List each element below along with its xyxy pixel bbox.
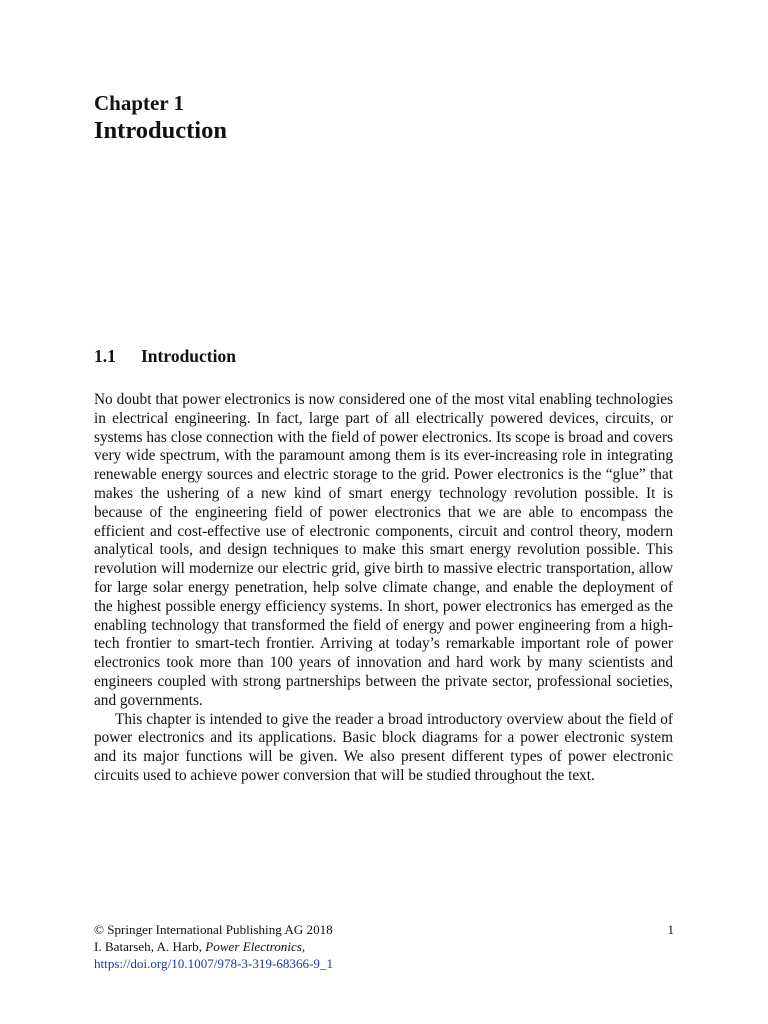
section-heading bbox=[94, 345, 236, 367]
body-text bbox=[94, 391, 673, 786]
citation-authors: I. Batarseh, A. Harb, bbox=[94, 939, 202, 954]
chapter-label: Chapter 1 bbox=[94, 91, 185, 115]
copyright-line: © Springer International Publishing AG 2018 bbox=[94, 922, 333, 937]
doi-link[interactable]: https://doi.org/10.1007/978-3-319-68366-9_1 bbox=[94, 956, 334, 971]
paragraph: No doubt that power electronics is now considered one of the most vital enabling technologies in electrical engineering. In fact, large part of all electrically powered devices, circuits, or systems has close connection with the field of power electronics. Its scope is broad and covers very wide spectrum, with the paramount among them is its ever-increasing role in integrating renewable energy sources and electric storage to the grid. Power electronics is the “glue” that makes the ushering of a new kind of smart energy technology revolution possible. It is because of the engineering field of power electronics that we are able to encompass the efficient and cost-effective use of electronic components, circuit and control theory, modern analytical tools, and design techniques to make this smart energy revolution possible. This revolution will modernize our electric grid, give birth to massive electric transportation, allow for large solar energy penetration, help solve climate change, and enable the deployment of the highest possible energy efficiency systems. In short, power electronics has emerged as the enabling technology that transformed the field of energy and power engineering from a high-tech frontier to smart-tech frontier. Arriving at today’s remarkable important role of power electronics took more than 100 years of innovation and hard work by many scientists and engineers coupled with strong partnerships between the private sector, professional societies, and governments. bbox=[94, 391, 673, 709]
section-title: Introduction bbox=[141, 346, 236, 366]
section-number: 1.1 bbox=[94, 346, 116, 366]
page-number: 1 bbox=[667, 922, 674, 937]
citation-book-title: Power Electronics bbox=[205, 939, 302, 954]
citation-line bbox=[94, 938, 674, 955]
footer bbox=[94, 921, 674, 972]
citation-suffix: , bbox=[301, 939, 306, 954]
paragraph: This chapter is intended to give the reader a broad introductory overview about the field of power electronics and its applications. Basic block diagrams for a power electronic system and its major functions will be given. We also present different types of power electronic circuits used to achieve power conversion that will be studied throughout the text. bbox=[94, 710, 673, 784]
chapter-title: Introduction bbox=[94, 117, 227, 144]
